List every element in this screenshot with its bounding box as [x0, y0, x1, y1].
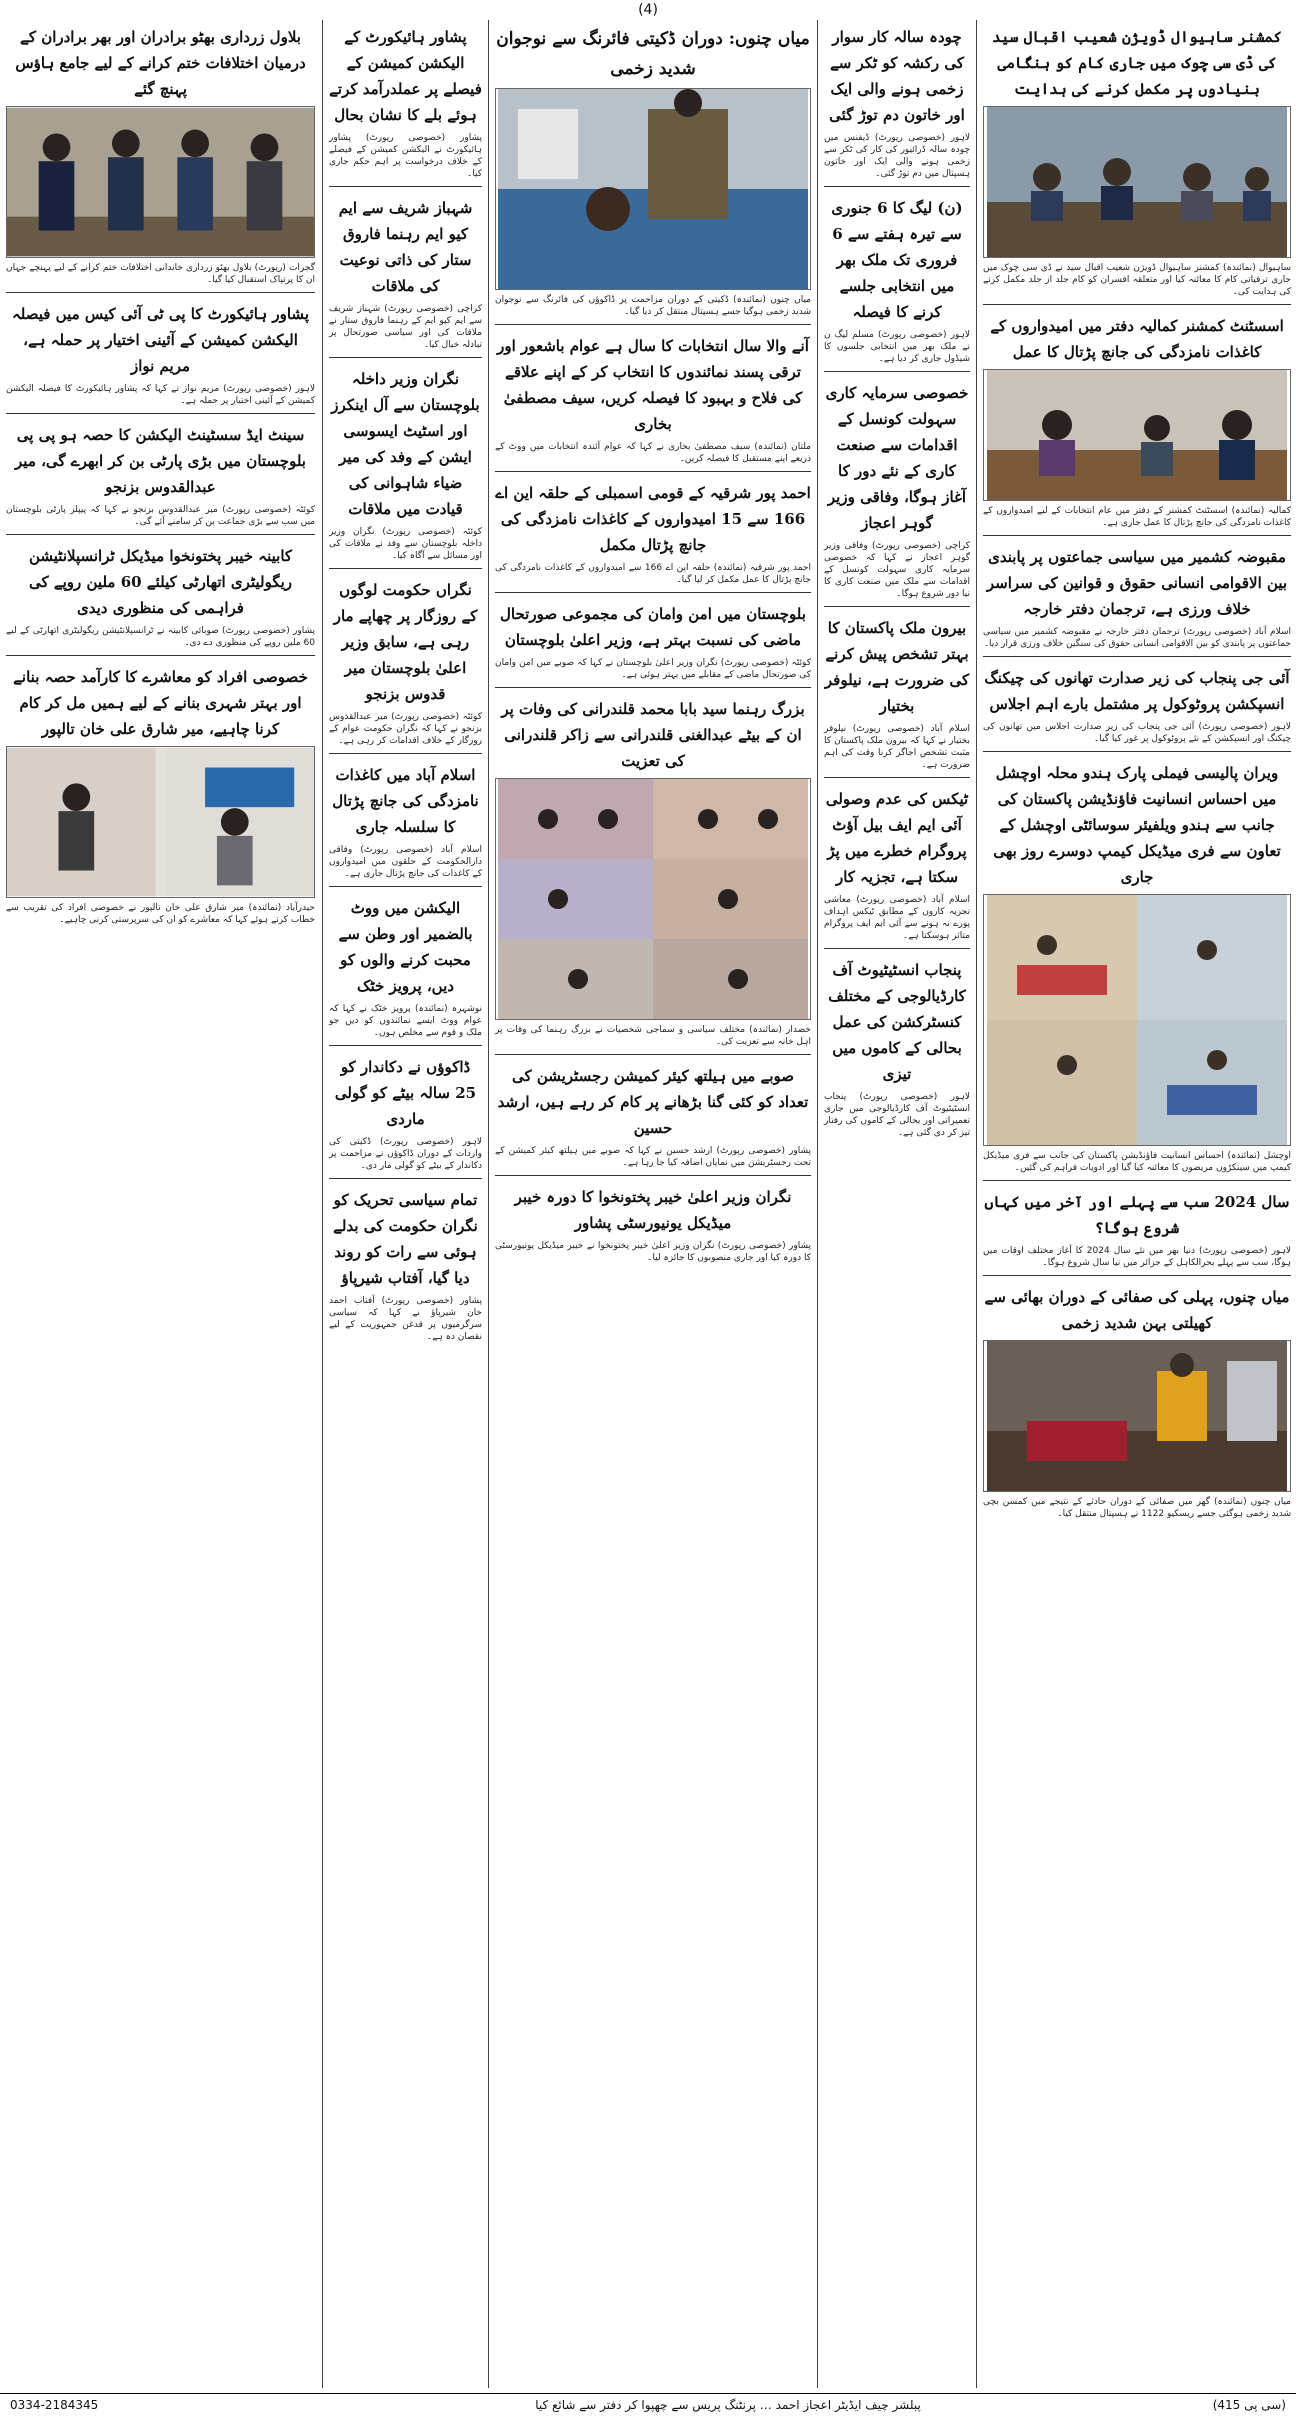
story-body: پشاور (خصوصی رپورٹ) نگران وزیر اعلیٰ خیبر پختونخوا نے خیبر میڈیکل یونیورسٹی کا دورہ کیا اور جاری منصوبوں کا جائزہ لیا۔: [495, 1241, 811, 1263]
headline: احمد پور شرقیہ کے قومی اسمبلی کے حلقہ این اے 166 سے 15 امیدواروں کے کاغذات نامزدگی کی جانچ پڑتال مکمل: [495, 484, 811, 554]
story-special-persons: [6, 664, 315, 932]
story-body: لاہور (خصوصی رپورٹ) دنیا بھر میں نئے سال 2024 کا آغاز مختلف اوقات میں ہوگا، سب سے پہلے بحرالکاہل کے جزائر میں نیا سال شروع ہوگا۔: [983, 1246, 1291, 1268]
story-saif-mustafa: [495, 333, 811, 472]
news-photo: [983, 106, 1291, 258]
ceremony-photo-icon: [7, 747, 314, 897]
story-body: میاں چنوں (نمائندہ) گھر میں صفائی کے دوران حادثے کے نتیجے میں کمسن بچی شدید زخمی ہوگئی جسے ریسکیو 1122 نے ہسپتال منتقل کیا۔: [983, 1497, 1291, 1519]
headline: آنے والا سال انتخابات کا سال ہے عوام باشعور اور ترقی پسند نمائندوں کا انتخاب کر کے اپنے علاقے کی فلاح و بہبود کا فیصلہ کریں، سیف مصطفیٰ بخاری: [497, 337, 809, 433]
headline: بزرگ رہنما سید بابا محمد قلندرانی کی وفات پر ان کے بیٹے عبدالغنی قلندرانی سے زاکر قلندرانی کی تعزیت: [501, 700, 805, 770]
headline: سینٹ ایڈ سسٹینٹ الیکشن کا حصہ ہو پی پی بلوچستان میں بڑی پارٹی بن کر ابھرے گی، میر عبدالقدوس بزنجو: [15, 426, 306, 496]
story-body: خضدار (نمائندہ) مختلف سیاسی و سماجی شخصیات نے بزرگ رہنما کی وفات پر اہل خانہ سے تعزیت کی۔: [495, 1025, 811, 1047]
story-kp-cabinet-transplant: [6, 543, 315, 656]
story-imf-tax: [824, 786, 970, 949]
story-body: ساہیوال (نمائندہ) کمشنر ساہیوال ڈویژن شعیب اقبال سید نے ڈی سی چوک میں جاری ترقیاتی کام کا معائنہ کیا اور متعلقہ افسران کو کام جلد از جلد مکمل کرنے کی ہدایت کی۔: [983, 263, 1291, 297]
story-body: لاہور (خصوصی رپورٹ) ڈکیتی کی واردات کے دوران ڈاکوؤں نے مزاحمت پر دکاندار کے بیٹے کو گولی مار دی۔: [329, 1137, 482, 1171]
story-car-accident: [824, 24, 970, 187]
column-3: [488, 20, 817, 2388]
story-body: پشاور (خصوصی رپورٹ) آفتاب احمد خان شیرپاؤ نے کہا کہ سیاسی سرگرمیوں پر قدغن جمہوریت کے لیے نقصان دہ ہے۔: [329, 1296, 482, 1342]
headline: پشاور ہائیکورٹ کے الیکشن کمیشن کے فیصلے پر عملدرآمد کرتے ہوئے بلے کا نشان بحال: [329, 28, 482, 124]
news-photo: [495, 88, 811, 290]
headline: بلوچستان میں امن وامان کی مجموعی صورتحال ماضی کی نسبت بہتر ہے، وزیر اعلیٰ بلوچستان: [500, 605, 806, 649]
headline: اسسٹنٹ کمشنر کمالیہ دفتر میں امیدواروں کے کاغذات نامزدگی کی جانچ پڑتال کا عمل: [990, 317, 1284, 361]
story-body: کوئٹہ (خصوصی رپورٹ) میر عبدالقدوس بزنجو نے کہا کہ پیپلز پارٹی بلوچستان میں سب سے بڑی جماعت بن کر سامنے آئے گی۔: [6, 505, 315, 527]
story-body: گجرات (رپورٹ) بلاول بھٹو زرداری خاندانی اختلافات ختم کرانے کے لیے پہنچے جہاں ان کا پرتپاک استقبال کیا گیا۔: [6, 263, 315, 285]
story-sifc-gohar-ijaz: [824, 380, 970, 607]
story-body: ملتان (نمائندہ) سیف مصطفیٰ بخاری نے کہا کہ عوام آئندہ انتخابات میں ووٹ کے ذریعے اپنے مستقبل کا فیصلہ کریں۔: [495, 442, 811, 464]
headline: سال 2024 سب سے پہلے اور آخر میں کہاں شروع ہوگا؟: [984, 1193, 1290, 1237]
story-body: احمد پور شرقیہ (نمائندہ) حلقہ این اے 166 سے امیدواروں کے کاغذات نامزدگی کی جانچ پڑتال کا عمل مکمل کر لیا گیا۔: [495, 563, 811, 585]
story-body: اسلام آباد (خصوصی رپورٹ) نیلوفر بختیار نے کہا کہ بیرون ملک پاکستان کا مثبت تشخص اجاگر کرنا وقت کی اہم ضرورت ہے۔: [824, 724, 970, 770]
story-aftab-sherpao: [329, 1187, 482, 1349]
story-na166-scrutiny: [495, 480, 811, 593]
story-medical-camp: [983, 760, 1291, 1181]
story-foreign-office: [983, 544, 1291, 657]
story-bizenjo-caretaker: [329, 577, 482, 754]
footer-imprint: پبلشر چیف ایڈیٹر اعجاز احمد … پرنٹنگ پریس سے چھپوا کر دفتر سے شائع کیا: [535, 2398, 921, 2412]
story-body: اسلام آباد (خصوصی رپورٹ) معاشی تجزیہ کاروں کے مطابق ٹیکس اہداف پورے نہ ہونے سے آئی ایم ایف پروگرام متاثر ہوسکتا ہے۔: [824, 895, 970, 941]
headline: نگران وزیر داخلہ بلوچستان سے آل اینکرز اور اسٹیٹ ایسوسی ایشن کے وفد کی میر ضیاء شاہوانی کی قیادت میں ملاقات: [331, 370, 480, 518]
headline: اسلام آباد میں کاغذات نامزدگی کی جانچ پڑتال کا سلسلہ جاری: [332, 766, 479, 836]
story-body: میاں چنوں (نمائندہ) ڈکیتی کے دوران مزاحمت پر ڈاکوؤں کی فائرنگ سے نوجوان شدید زخمی ہوگیا جسے ہسپتال منتقل کر دیا گیا۔: [495, 295, 811, 317]
news-photo: [6, 746, 315, 898]
story-body: لاہور (خصوصی رپورٹ) آئی جی پنجاب کی زیر صدارت اجلاس میں تھانوں کی چیکنگ اور انسپکشن کے نئے پروٹوکول پر غور کیا گیا۔: [983, 722, 1291, 744]
story-balochistan-home-minister: [329, 366, 482, 569]
story-body: نوشہرہ (نمائندہ) پرویز خٹک نے کہا کہ عوام ووٹ ایسے نمائندوں کو دیں جو ملک و قوم سے مخلص ہوں۔: [329, 1004, 482, 1038]
story-body: پشاور (خصوصی رپورٹ) صوبائی کابینہ نے ٹرانسپلانٹیشن ریگولیٹری اتھارٹی کے لیے 60 ملین روپے کی منظوری دے دی۔: [6, 626, 315, 648]
story-phc-bat-symbol: [329, 24, 482, 187]
headline: میاں چنوں، پہلی کی صفائی کے دوران بھائی سے کھیلتی بہن شدید زخمی: [984, 1288, 1290, 1332]
headline: بلاول زرداری بھٹو برادران اور بھر برادران کے درمیان اختلافات ختم کرانے کے لیے جامع ہاؤس پہنچ گئے: [15, 28, 306, 98]
headline: ڈاکوؤں نے دکاندار کو 25 سالہ بیٹے کو گولی ماردی: [334, 1058, 477, 1128]
footer-phone: 0334-2184345: [10, 2398, 99, 2412]
story-new-year-2024: [983, 1189, 1291, 1276]
story-body: اسلام آباد (خصوصی رپورٹ) ترجمان دفتر خارجہ نے مقبوضہ کشمیر میں سیاسی جماعتوں پر پابندی کو بین الاقوامی انسانی حقوق کی سنگین خلاف ورزی قرار دیا۔: [983, 627, 1291, 649]
headline: (ن) لیگ کا 6 جنوری سے تیرہ ہفتے سے 6 فروری تک ملک بھر میں انتخابی جلسے کرنے کا فیصلہ: [831, 199, 963, 321]
column-4: [322, 20, 488, 2388]
news-photo: [983, 369, 1291, 501]
headline: میاں چنوں: دوران ڈکیتی فائرنگ سے نوجوان شدید زخمی: [496, 29, 810, 79]
story-maryam-nawaz: [6, 301, 315, 414]
story-shopkeeper-son-shot: [329, 1054, 482, 1179]
story-bilawal-reconciliation: [6, 24, 315, 293]
story-pervez-khattak: [329, 895, 482, 1046]
hospital-photo-icon: [496, 89, 810, 289]
story-ac-kamalia: [983, 313, 1291, 536]
headline: خصوصی افراد کو معاشرے کا کارآمد حصہ بنانے اور بہتر شہری بنانے کے لیے ہمیں مل کر کام کرنا چاہیے، میر شارق علی خان تالپور: [13, 668, 308, 738]
page-number: (4): [638, 2, 658, 18]
story-healthcare-commission: [495, 1063, 811, 1176]
headline: چودہ سالہ کار سوار کی رکشہ کو ٹکر سے زخمی ہونے والی ایک اور خاتون دم توڑ گئی: [829, 28, 965, 124]
headline: شہباز شریف سے ایم کیو ایم رہنما فاروق ستار کی ذاتی نوعیت کی ملاقات: [338, 199, 473, 295]
story-body: اسلام آباد (خصوصی رپورٹ) وفاقی دارالحکومت کے حلقوں میں امیدواروں کے کاغذات کی جانچ پڑتال جاری ہے۔: [329, 845, 482, 879]
story-body: پشاور (خصوصی رپورٹ) پشاور ہائیکورٹ نے الیکشن کمیشن کے فیصلے کے خلاف درخواست پر اہم حکم جاری کیا۔: [329, 133, 482, 179]
story-body: لاہور (خصوصی رپورٹ) پنجاب انسٹیٹیوٹ آف کارڈیالوجی میں جاری تعمیراتی اور بحالی کے کاموں کی رفتار تیز کر دی گئی ہے۔: [824, 1092, 970, 1138]
news-photo: [6, 106, 315, 258]
story-body: کوئٹہ (خصوصی رپورٹ) میر عبدالقدوس بزنجو نے کہا کہ نگران حکومت عوام کے روزگار کے خلاف اقدامات کر رہی ہے۔: [329, 712, 482, 746]
story-balochistan-law-order: [495, 601, 811, 688]
rescue-photo-icon: [984, 1341, 1290, 1491]
story-body: لاہور (خصوصی رپورٹ) مریم نواز نے کہا کہ پشاور ہائیکورٹ کا فیصلہ الیکشن کمیشن کے آئینی اختیار پر حملہ ہے۔: [6, 384, 315, 406]
news-photo: [983, 894, 1291, 1146]
story-ig-punjab: [983, 665, 1291, 752]
story-nilofar-bakhtiar: [824, 615, 970, 778]
story-qalandrani-condolence: [495, 696, 811, 1055]
headline: کابینہ خیبر پختونخوا میڈیکل ٹرانسپلانٹیشن ریگولیٹری اتھارٹی کیلئے 60 ملین روپے کی فراہمی کی منظوری دیدی: [28, 547, 293, 617]
story-body: لاہور (خصوصی رپورٹ) مسلم لیگ ن نے ملک بھر میں انتخابی جلسوں کا شیڈول جاری کر دیا ہے۔: [824, 330, 970, 364]
story-pic-cardiology: [824, 957, 970, 1145]
story-islamabad-scrutiny: [329, 762, 482, 887]
story-body: کوئٹہ (خصوصی رپورٹ) نگران وزیر اعلیٰ بلوچستان نے کہا کہ صوبے میں امن وامان کی صورتحال ماضی کے مقابلے میں بہتر ہوئی ہے۔: [495, 658, 811, 680]
headline: پنجاب انسٹیٹیوٹ آف کارڈیالوجی کے مختلف کنسٹرکشن کی عمل بحالی کے کاموں میں تیزی: [828, 961, 966, 1083]
story-dacoity-firing: [495, 24, 811, 325]
headline: بیرون ملک پاکستان کا بہتر تشخص پیش کرنے کی ضرورت ہے، نیلوفر بختیار: [824, 619, 970, 715]
story-mian-channu-injury: [983, 1284, 1291, 1526]
story-body: حیدرآباد (نمائندہ) میر شارق علی خان تالپور نے خصوصی افراد کی تقریب سے خطاب کرتے ہوئے کہا کہ معاشرے کو ان کی سرپرستی کرنی چاہیے۔: [6, 903, 315, 925]
headline: مقبوضہ کشمیر میں سیاسی جماعتوں پر پابندی بین الاقوامی انسانی حقوق و قوانین کی سراسر خلاف ورزی ہے، ترجمان دفتر خارجہ: [986, 548, 1288, 618]
story-body: لاہور (خصوصی رپورٹ) ڈیفنس میں چودہ سالہ ڈرائیور کی کار کی ٹکر سے زخمی ہونے والی ایک اور خاتون ہسپتال میں دم توڑ گئی۔: [824, 133, 970, 179]
camp-photo-icon: [984, 895, 1290, 1145]
story-kmu-visit: [495, 1184, 811, 1270]
headline: تمام سیاسی تحریک کو نگران حکومت کی بدلے ہوئی سے رات کو روند دیا گیا، آفتاب شیرپاؤ: [333, 1191, 478, 1287]
condolence-photo-icon: [496, 779, 810, 1019]
headline: الیکشن میں ووٹ بالضمیر اور وطن سے محبت کرنے والوں کو دیں، پرویز خٹک: [338, 899, 473, 995]
story-body: اوچشل (نمائندہ) احساس انسانیت فاؤنڈیشن پاکستان کی جانب سے فری میڈیکل کیمپ میں سینکڑوں مریضوں کا معائنہ کیا گیا اور ادویات فراہم کی گئیں۔: [983, 1151, 1291, 1173]
story-shehbaz-farooq-sattar: [329, 195, 482, 358]
column-5: [0, 20, 321, 2388]
headline: ویران پالیسی فیملی پارک ہندو محلہ اوچشل میں احساس انسانیت فاؤنڈیشن پاکستان کی جانب سے ہندو ویلفیئر سوسائٹی اوچشل کے تعاون سے فری میڈیکل کیمپ دوسرے روز بھی جاری: [993, 764, 1281, 886]
story-body: کوئٹہ (خصوصی رپورٹ) نگران وزیر داخلہ بلوچستان سے وفد نے ملاقات کی اور مسائل سے آگاہ کیا۔: [329, 527, 482, 561]
headline: ٹیکس کی عدم وصولی آئی ایم ایف بیل آؤٹ پروگرام خطرے میں پڑ سکتا ہے، تجزیہ کار: [825, 790, 969, 886]
headline: صوبے میں ہیلتھ کیئر کمیشن رجسٹریشن کی تعداد کو کئی گنا بڑھانے پر کام کر رہے ہیں، ارشد حسین: [497, 1067, 809, 1137]
headline: پشاور ہائیکورٹ کا پی ٹی آئی کیس میں فیصلہ الیکشن کمیشن کے آئینی اختیار پر حملہ ہے، مریم نواز: [12, 305, 309, 375]
column-1: [976, 20, 1296, 2388]
story-body: کراچی (خصوصی رپورٹ) شہباز شریف سے ایم کیو ایم کے رہنما فاروق ستار نے ملاقات کی اور سیاسی صورتحال پر تبادلہ خیال کیا۔: [329, 304, 482, 350]
headline: کمشنر ساہیوال ڈویژن شعیب اقبال سید کی ڈی سی چوک میں جاری کام کو ہنگامی بنیادوں پر مکمل کرنے کی ہدایت: [992, 28, 1282, 98]
story-ppp-balochistan: [6, 422, 315, 535]
story-body: پشاور (خصوصی رپورٹ) ارشد حسین نے کہا کہ صوبے میں ہیلتھ کیئر کمیشن کے تحت رجسٹریشن میں نمایاں اضافہ کیا جا رہا ہے۔: [495, 1146, 811, 1168]
imprint-footer: [0, 2393, 1296, 2416]
story-pmln-rallies: [824, 195, 970, 372]
headline: نگراں حکومت لوگوں کے روزگار پر چھاپے مار رہی ہے، سابق وزیر اعلیٰ بلوچستان میر قدوس بزنجو: [333, 581, 478, 703]
news-photo: [495, 778, 811, 1020]
story-body: کراچی (خصوصی رپورٹ) وفاقی وزیر گوہر اعجاز نے کہا کہ خصوصی سرمایہ کاری سہولت کونسل کے اقدامات سے ملک میں صنعت کاری کا نیا دور شروع ہوگا۔: [824, 541, 970, 599]
meeting-photo-icon: [984, 107, 1290, 257]
footer-registration: (سی پی 415): [1212, 2398, 1286, 2412]
story-body: کمالیہ (نمائندہ) اسسٹنٹ کمشنر کے دفتر میں عام انتخابات کے لیے امیدواروں کے کاغذات نامزدگی کی جانچ پڑتال کا عمل جاری ہے۔: [983, 506, 1291, 528]
headline: نگران وزیر اعلیٰ خیبر پختونخوا کا دورہ خیبر میڈیکل یونیورسٹی پشاور: [514, 1188, 792, 1232]
headline: خصوصی سرمایہ کاری سہولت کونسل کے اقدامات سے صنعت کاری کے نئے دور کا آغاز ہوگا، وفاقی وزیر گوہر اعجاز: [825, 384, 969, 532]
headline: آئی جی پنجاب کی زیر صدارت تھانوں کی چیکنگ انسپکشن پروٹوکول پر مشتمل بارے اہم اجلاس: [984, 669, 1290, 713]
column-2: [817, 20, 976, 2388]
news-photo: [983, 1340, 1291, 1492]
story-commissioner-sahiwal: [983, 24, 1291, 305]
group-photo-icon: [7, 107, 314, 257]
office-photo-icon: [984, 370, 1290, 500]
